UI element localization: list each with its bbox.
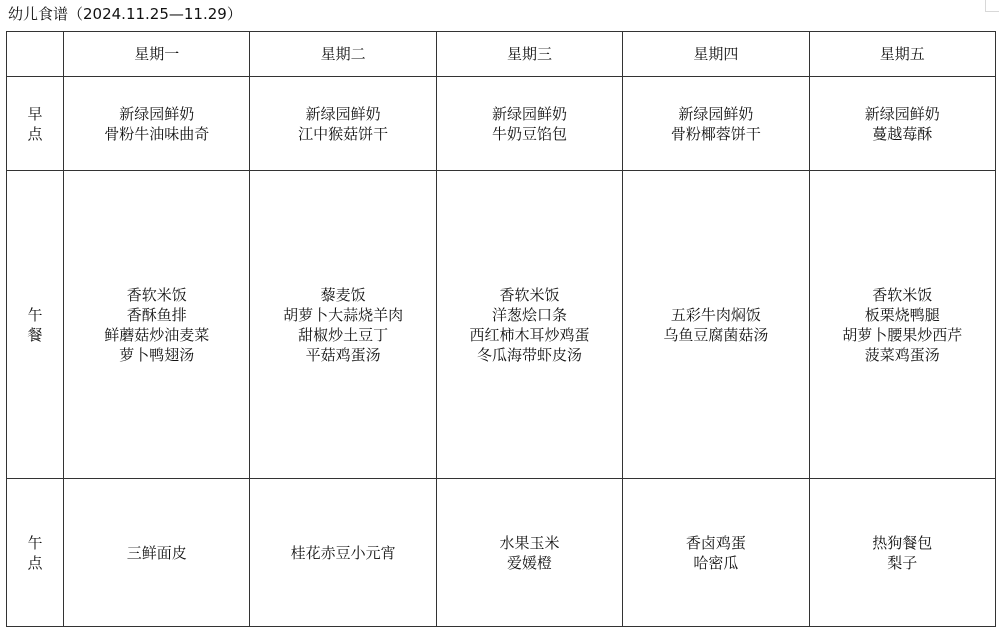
snack-cell-wed <box>436 479 622 627</box>
dish-item: 平菇鸡蛋汤 <box>305 345 381 364</box>
breakfast-row <box>7 77 996 171</box>
dish-item: 乌鱼豆腐菌菇汤 <box>663 325 769 344</box>
lunch-cell-mon <box>64 171 250 479</box>
dish-item: 牛奶豆馅包 <box>492 124 568 143</box>
dish-item: 西红柿木耳炒鸡蛋 <box>469 325 590 344</box>
dish-item: 三鲜面皮 <box>126 543 187 562</box>
breakfast-cell-tue <box>250 77 436 171</box>
day-header-fri: 星期五 <box>809 32 995 77</box>
corner-mark <box>985 0 999 12</box>
day-header-wed: 星期三 <box>436 32 622 77</box>
lunch-cell-thu <box>623 171 809 479</box>
snack-cell-tue <box>250 479 436 627</box>
dish-item: 甜椒炒土豆丁 <box>298 325 389 344</box>
dish-item: 哈密瓜 <box>693 553 739 572</box>
dish-item: 新绿园鲜奶 <box>492 104 568 123</box>
meal-label-cell-snack <box>7 479 64 627</box>
dish-item: 香软米饭 <box>499 285 560 304</box>
dish-item: 菠菜鸡蛋汤 <box>864 345 940 364</box>
meal-label: 早点 <box>27 104 43 143</box>
dish-item: 热狗餐包 <box>872 533 933 552</box>
dish-item: 新绿园鲜奶 <box>678 104 754 123</box>
breakfast-cell-thu <box>623 77 809 171</box>
dish-item: 新绿园鲜奶 <box>119 104 195 123</box>
day-header-thu: 星期四 <box>623 32 809 77</box>
lunch-row <box>7 171 996 479</box>
lunch-cell-tue <box>250 171 436 479</box>
snack-row <box>7 479 996 627</box>
snack-cell-mon <box>64 479 250 627</box>
meal-label-cell-lunch <box>7 171 64 479</box>
meal-label: 午点 <box>27 533 43 572</box>
dish-item: 骨粉牛油味曲奇 <box>104 124 210 143</box>
dish-item: 板栗烧鸭腿 <box>864 305 940 324</box>
meal-label-cell-breakfast <box>7 77 64 171</box>
dish-item: 胡萝卜腰果炒西芹 <box>842 325 963 344</box>
breakfast-cell-fri <box>809 77 995 171</box>
dish-item: 香软米饭 <box>872 285 933 304</box>
snack-cell-fri <box>809 479 995 627</box>
dish-item: 藜麦饭 <box>320 285 366 304</box>
dish-item: 鲜蘑菇炒油麦菜 <box>104 325 210 344</box>
dish-item: 新绿园鲜奶 <box>864 104 940 123</box>
lunch-cell-fri <box>809 171 995 479</box>
menu-table <box>6 31 996 627</box>
dish-item: 蔓越莓酥 <box>872 124 933 143</box>
dish-item: 水果玉米 <box>499 533 560 552</box>
dish-item: 桂花赤豆小元宵 <box>290 543 396 562</box>
breakfast-cell-mon <box>64 77 250 171</box>
corner-cell <box>7 32 64 77</box>
dish-item: 爱媛橙 <box>507 553 553 572</box>
dish-item: 香酥鱼排 <box>126 305 187 324</box>
snack-cell-thu <box>623 479 809 627</box>
dish-item: 新绿园鲜奶 <box>305 104 381 123</box>
dish-item: 冬瓜海带虾皮汤 <box>477 345 583 364</box>
meal-label: 午餐 <box>27 305 43 344</box>
dish-item: 江中猴菇饼干 <box>298 124 389 143</box>
lunch-cell-wed <box>436 171 622 479</box>
day-header-mon: 星期一 <box>64 32 250 77</box>
dish-item: 胡萝卜大蒜烧羊肉 <box>283 305 404 324</box>
dish-item: 骨粉椰蓉饼干 <box>670 124 761 143</box>
dish-item: 萝卜鸭翅汤 <box>119 345 195 364</box>
dish-item: 梨子 <box>887 553 918 572</box>
header-row <box>7 32 996 77</box>
day-header-tue: 星期二 <box>250 32 436 77</box>
dish-item: 香卤鸡蛋 <box>685 533 746 552</box>
dish-item: 洋葱烩口条 <box>492 305 568 324</box>
page-title: 幼儿食谱（2024.11.25—11.29） <box>8 5 242 23</box>
dish-item: 五彩牛肉焖饭 <box>670 305 761 324</box>
dish-item: 香软米饭 <box>126 285 187 304</box>
breakfast-cell-wed <box>436 77 622 171</box>
